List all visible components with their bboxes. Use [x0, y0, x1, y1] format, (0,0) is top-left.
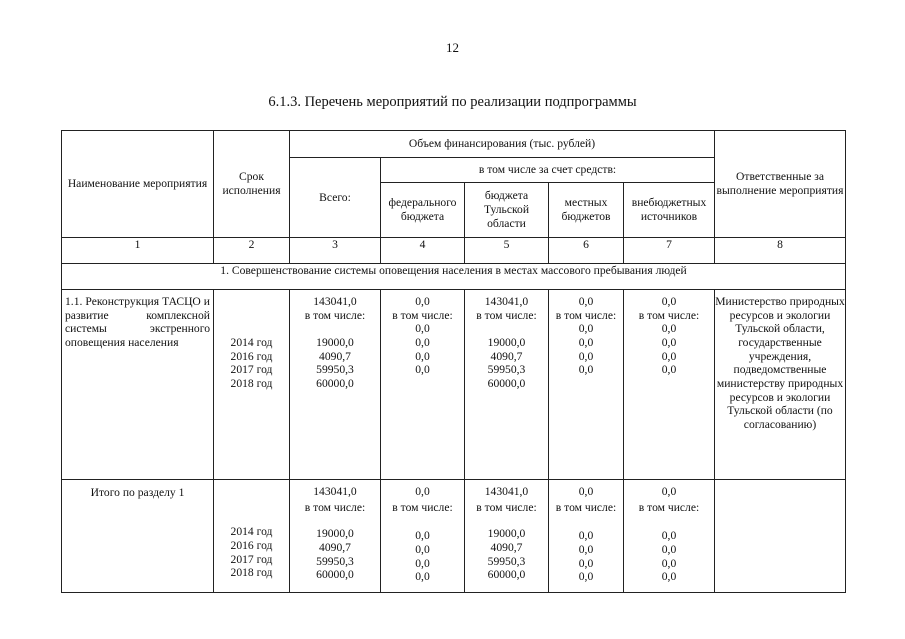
- year-label: 2018 год: [230, 377, 273, 391]
- including-label: в том числе:: [392, 308, 453, 322]
- year-value: 0,0: [415, 336, 430, 350]
- year-value: 19000,0: [487, 336, 526, 350]
- section-title: 1. Совершенствование системы оповещения населения в местах массового пребывания людей: [62, 264, 846, 290]
- year-value: 0,0: [578, 336, 594, 350]
- subtotal-name: Итого по разделу 1: [62, 480, 214, 593]
- sum-value: 0,0: [578, 295, 594, 308]
- year-value: 0,0: [578, 556, 594, 570]
- column-number: 6: [549, 238, 624, 264]
- header-local: местных бюджетов: [549, 183, 624, 238]
- year-label: 2018 год: [230, 566, 273, 580]
- year-label: 2016 год: [230, 539, 273, 553]
- sum-value: 0,0: [415, 295, 430, 308]
- measure-years: [214, 290, 290, 480]
- year-value: 0,0: [415, 322, 430, 336]
- measure-total: [290, 290, 381, 480]
- subtotal-regional: [465, 480, 549, 593]
- year-value: 59950,3: [487, 554, 526, 568]
- including-label: в том числе:: [476, 308, 537, 322]
- measure-regional: [465, 290, 549, 480]
- header-name: Наименование мероприятия: [62, 131, 214, 238]
- measure-responsible: Министерство природных ресурсов и экологии Тульской области, государственные учреждения, подведомственные министерству природных ресурсов и экологии Тульской области (по согласованию): [715, 290, 846, 480]
- year-value: 0,0: [415, 556, 430, 570]
- year-value: 0,0: [661, 363, 677, 377]
- year-value: 59950,3: [316, 554, 354, 568]
- subtotal-extrabudget: [624, 480, 715, 593]
- column-number: 5: [465, 238, 549, 264]
- sum-value: 143041,0: [484, 485, 529, 498]
- column-number: 4: [381, 238, 465, 264]
- year-value: 60000,0: [487, 377, 526, 391]
- header-including-sources: в том числе за счет средств:: [381, 158, 715, 183]
- sum-value: 143041,0: [484, 295, 529, 308]
- year-value: 60000,0: [487, 568, 526, 582]
- page-title: 6.1.3. Перечень мероприятий по реализации подпрограммы: [268, 94, 637, 110]
- column-number: 8: [715, 238, 846, 264]
- year-value: 19000,0: [487, 527, 526, 541]
- column-number: 3: [290, 238, 381, 264]
- header-financing: Объем финансирования (тыс. рублей): [290, 131, 715, 158]
- year-value: 0,0: [415, 543, 430, 557]
- measure-local: [549, 290, 624, 480]
- including-label: в том числе:: [555, 308, 617, 322]
- year-label: 2016 год: [230, 349, 273, 363]
- column-number: 2: [214, 238, 290, 264]
- year-value: 0,0: [578, 543, 594, 557]
- year-value: 4090,7: [490, 541, 523, 555]
- subtotal-local: [549, 480, 624, 593]
- year-value: 0,0: [661, 543, 677, 557]
- year-value: 0,0: [661, 322, 677, 336]
- subtotal-total: [290, 480, 381, 593]
- year-value: 4090,7: [490, 349, 523, 363]
- year-value: 0,0: [578, 529, 594, 543]
- year-label: 2014 год: [230, 525, 273, 539]
- year-value: 0,0: [661, 349, 677, 363]
- including-label: в том числе:: [555, 500, 617, 514]
- year-value: 0,0: [661, 570, 677, 584]
- sum-value: 0,0: [415, 485, 430, 498]
- including-label: в том числе:: [304, 308, 366, 322]
- year-value: 4090,7: [319, 349, 351, 363]
- including-label: в том числе:: [638, 500, 700, 514]
- year-label: 2017 год: [230, 552, 273, 566]
- sum-value: 0,0: [578, 485, 594, 498]
- year-value: 0,0: [578, 322, 594, 336]
- column-number: 7: [624, 238, 715, 264]
- year-value: 0,0: [578, 363, 594, 377]
- year-value: 0,0: [415, 349, 430, 363]
- header-federal: федерального бюджета: [381, 183, 465, 238]
- measures-table: [61, 130, 846, 593]
- year-label: 2014 год: [230, 336, 273, 350]
- year-label: 2017 год: [230, 363, 273, 377]
- year-value: 0,0: [415, 529, 430, 543]
- subtotal-row: [62, 480, 846, 593]
- year-value: 0,0: [661, 529, 677, 543]
- including-label: в том числе:: [392, 500, 453, 514]
- year-value: 0,0: [661, 556, 677, 570]
- year-value: 0,0: [661, 336, 677, 350]
- column-number: 1: [62, 238, 214, 264]
- including-label: в том числе:: [304, 500, 366, 514]
- year-value: 19000,0: [316, 336, 354, 350]
- including-label: в том числе:: [476, 500, 537, 514]
- year-value: 0,0: [578, 349, 594, 363]
- page-number: 12: [446, 40, 459, 55]
- year-value: 0,0: [415, 570, 430, 584]
- year-value: 0,0: [415, 363, 430, 377]
- header-total: Всего:: [290, 158, 381, 238]
- sum-value: 143041,0: [313, 485, 357, 498]
- header-regional: бюджета Тульской области: [465, 183, 549, 238]
- subtotal-federal: [381, 480, 465, 593]
- subtotal-responsible: [715, 480, 846, 593]
- sum-value: 143041,0: [313, 295, 357, 308]
- header-responsible: Ответственные за выполнение мероприятия: [715, 131, 846, 238]
- year-value: 60000,0: [316, 377, 354, 391]
- year-value: 60000,0: [316, 568, 354, 582]
- sum-value: 0,0: [661, 295, 677, 308]
- measure-federal: [381, 290, 465, 480]
- measure-extrabudget: [624, 290, 715, 480]
- year-value: 4090,7: [319, 541, 351, 555]
- table-row: [62, 290, 846, 480]
- year-value: 59950,3: [316, 363, 354, 377]
- including-label: в том числе:: [638, 308, 700, 322]
- header-term: Срок исполнения: [214, 131, 290, 238]
- column-numbers-row: [62, 238, 846, 264]
- year-value: 0,0: [578, 570, 594, 584]
- header-extrabudget: внебюджетных источников: [624, 183, 715, 238]
- subtotal-years: [214, 480, 290, 593]
- measure-name: 1.1. Реконструкция ТАСЦО и развитие комплексной системы экстренного оповещения населения: [62, 290, 214, 480]
- year-value: 19000,0: [316, 527, 354, 541]
- year-value: 59950,3: [487, 363, 526, 377]
- sum-value: 0,0: [661, 485, 677, 498]
